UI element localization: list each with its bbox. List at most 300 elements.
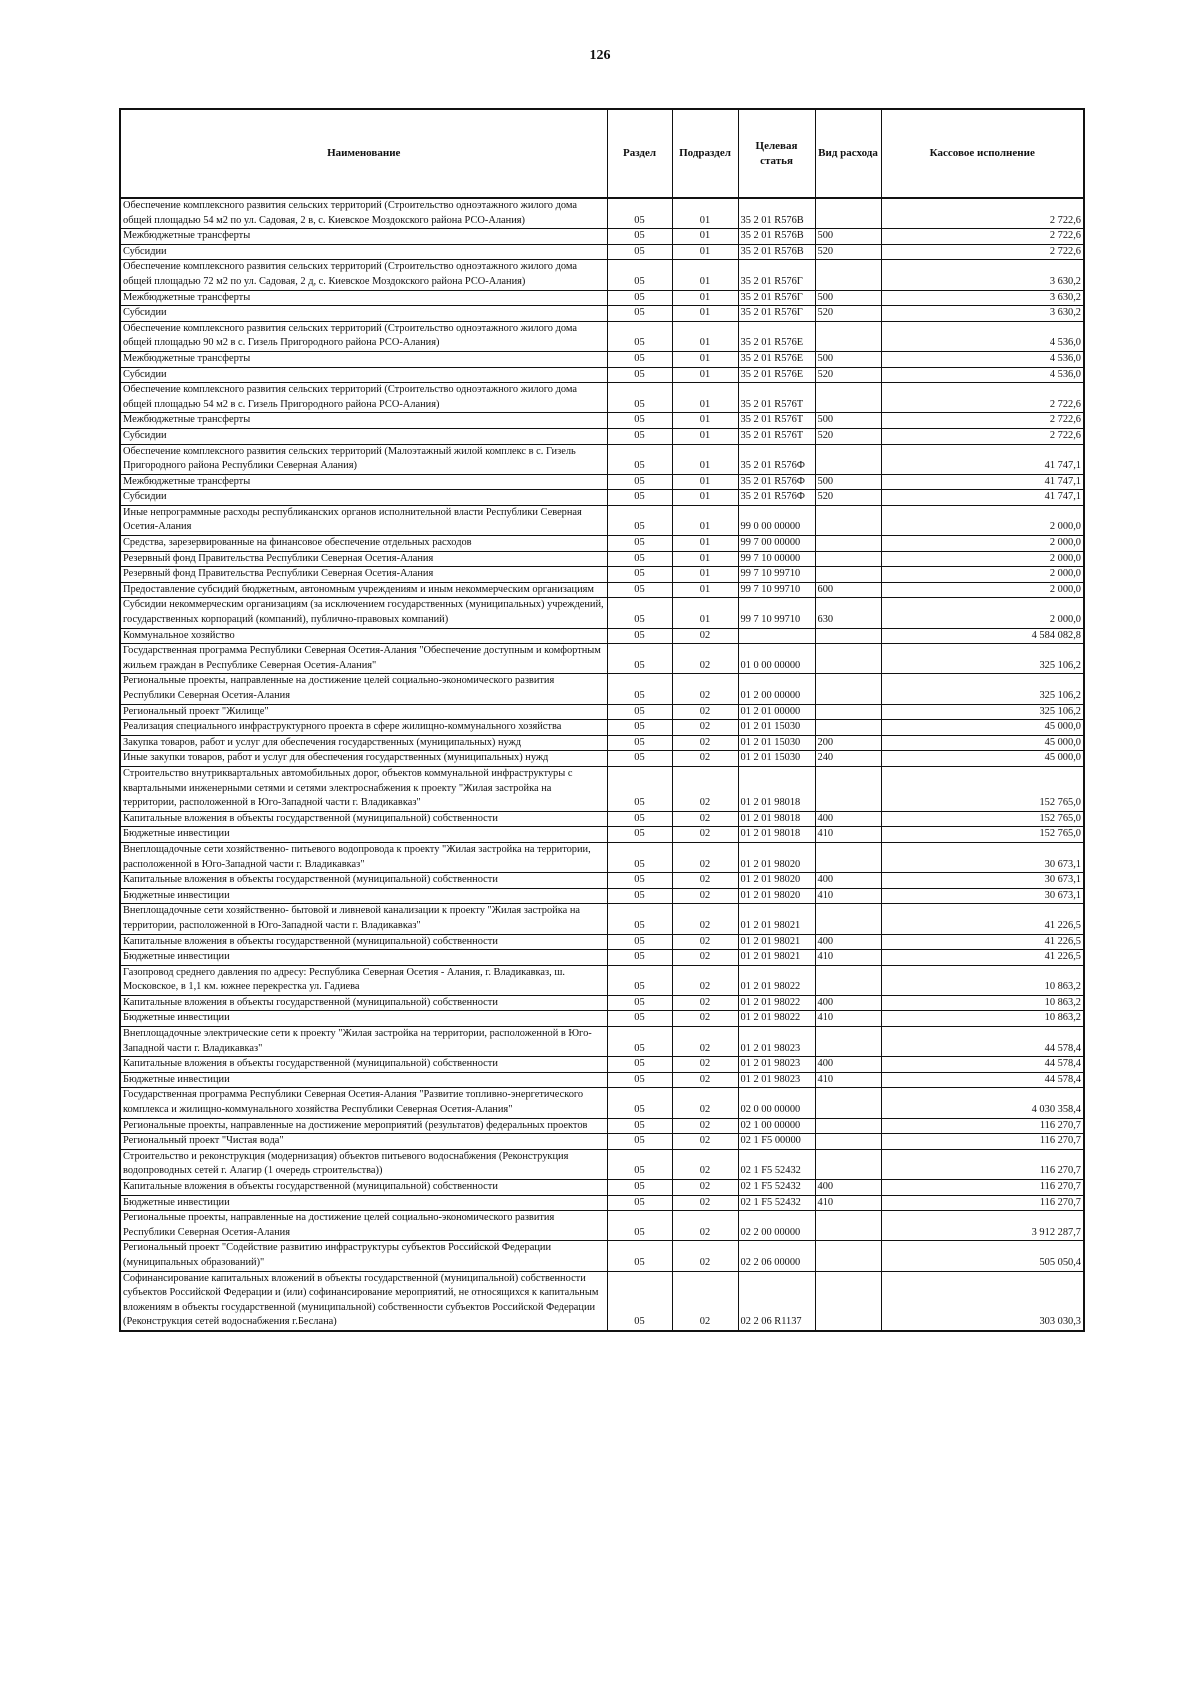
cell-cash: 3 630,2	[881, 290, 1084, 306]
table-row	[120, 720, 1084, 736]
cell-section: 05	[607, 567, 672, 583]
cell-cash: 152 765,0	[881, 827, 1084, 843]
cell-subsection: 02	[672, 766, 738, 811]
cell-name: Капитальные вложения в объекты государственной (муниципальной) собственности	[120, 1180, 607, 1196]
cell-name: Межбюджетные трансферты	[120, 351, 607, 367]
cell-cash: 3 630,2	[881, 260, 1084, 290]
table-row	[120, 1011, 1084, 1027]
cell-section: 05	[607, 321, 672, 351]
cell-section: 05	[607, 842, 672, 872]
cell-article: 02 2 00 00000	[738, 1211, 815, 1241]
cell-article: 35 2 01 R576Т	[738, 383, 815, 413]
cell-name: Резервный фонд Правительства Республики Северная Осетия-Алания	[120, 551, 607, 567]
cell-article: 35 2 01 R576Ф	[738, 474, 815, 490]
cell-section: 05	[607, 490, 672, 506]
cell-name: Бюджетные инвестиции	[120, 950, 607, 966]
cell-subsection: 01	[672, 444, 738, 474]
table-row	[120, 751, 1084, 767]
header-subsection: Подраздел	[672, 109, 738, 198]
cell-cash: 10 863,2	[881, 995, 1084, 1011]
cell-subsection: 01	[672, 383, 738, 413]
table-row	[120, 827, 1084, 843]
cell-cash: 30 673,1	[881, 842, 1084, 872]
table-row	[120, 567, 1084, 583]
table-row	[120, 1149, 1084, 1179]
table-row	[120, 229, 1084, 245]
cell-expense-type: 200	[815, 735, 881, 751]
cell-name: Межбюджетные трансферты	[120, 413, 607, 429]
cell-subsection: 02	[672, 1027, 738, 1057]
cell-expense-type: 500	[815, 290, 881, 306]
cell-cash: 2 722,6	[881, 198, 1084, 229]
cell-cash: 4 584 082,8	[881, 628, 1084, 644]
cell-subsection: 02	[672, 1271, 738, 1331]
cell-article: 01 2 01 98022	[738, 965, 815, 995]
cell-section: 05	[607, 720, 672, 736]
header-cash: Кассовое исполнение	[881, 109, 1084, 198]
cell-section: 05	[607, 1271, 672, 1331]
cell-expense-type	[815, 536, 881, 552]
cell-cash: 41 747,1	[881, 490, 1084, 506]
cell-article: 01 2 01 15030	[738, 751, 815, 767]
cell-name: Субсидии	[120, 367, 607, 383]
cell-subsection: 02	[672, 1072, 738, 1088]
cell-section: 05	[607, 505, 672, 535]
cell-section: 05	[607, 1241, 672, 1271]
table-row	[120, 1027, 1084, 1057]
cell-subsection: 02	[672, 720, 738, 736]
cell-subsection: 02	[672, 1180, 738, 1196]
table-row	[120, 644, 1084, 674]
cell-expense-type	[815, 1149, 881, 1179]
cell-article	[738, 628, 815, 644]
table-row	[120, 383, 1084, 413]
cell-section: 05	[607, 367, 672, 383]
cell-name: Межбюджетные трансферты	[120, 474, 607, 490]
cell-article: 01 2 01 98023	[738, 1027, 815, 1057]
cell-section: 05	[607, 1057, 672, 1073]
cell-name: Региональные проекты, направленные на достижение целей социально-экономического развития Республики Северная Осетия-Алания	[120, 1211, 607, 1241]
cell-cash: 2 000,0	[881, 505, 1084, 535]
table-row	[120, 965, 1084, 995]
table-row	[120, 321, 1084, 351]
cell-subsection: 01	[672, 351, 738, 367]
cell-article: 02 1 F5 00000	[738, 1134, 815, 1150]
cell-cash: 41 226,5	[881, 950, 1084, 966]
cell-expense-type: 400	[815, 811, 881, 827]
cell-cash: 2 722,6	[881, 383, 1084, 413]
cell-section: 05	[607, 950, 672, 966]
cell-section: 05	[607, 413, 672, 429]
table-row	[120, 1180, 1084, 1196]
cell-expense-type: 520	[815, 244, 881, 260]
cell-name: Резервный фонд Правительства Республики Северная Осетия-Алания	[120, 567, 607, 583]
cell-article: 99 7 10 00000	[738, 551, 815, 567]
cell-expense-type: 520	[815, 490, 881, 506]
cell-section: 05	[607, 1180, 672, 1196]
cell-article: 01 2 01 98018	[738, 766, 815, 811]
cell-cash: 44 578,4	[881, 1057, 1084, 1073]
cell-name: Региональный проект "Чистая вода"	[120, 1134, 607, 1150]
cell-name: Межбюджетные трансферты	[120, 229, 607, 245]
cell-subsection: 02	[672, 1241, 738, 1271]
cell-name: Бюджетные инвестиции	[120, 1195, 607, 1211]
cell-article: 01 2 01 98018	[738, 827, 815, 843]
cell-subsection: 02	[672, 1195, 738, 1211]
cell-article: 35 2 01 R576Г	[738, 260, 815, 290]
cell-name: Софинансирование капитальных вложений в объекты государственной (муниципальной) собственности субъектов Российской Федерации и (или) софинансирование мероприятий, не относящихся к капитальным вложениям в объекты государственной (муниципальной) собственности субъектов Российской Федерации (Реконструкция сетей водоснабжения г.Беслана)	[120, 1271, 607, 1331]
cell-section: 05	[607, 260, 672, 290]
cell-expense-type	[815, 1088, 881, 1118]
cell-section: 05	[607, 536, 672, 552]
cell-article: 35 2 01 R576Т	[738, 413, 815, 429]
table-row	[120, 198, 1084, 229]
cell-expense-type: 400	[815, 995, 881, 1011]
cell-section: 05	[607, 628, 672, 644]
cell-expense-type	[815, 444, 881, 474]
cell-cash: 2 722,6	[881, 244, 1084, 260]
cell-section: 05	[607, 1011, 672, 1027]
cell-cash: 116 270,7	[881, 1149, 1084, 1179]
cell-article: 02 2 06 R1137	[738, 1271, 815, 1331]
cell-cash: 30 673,1	[881, 888, 1084, 904]
cell-article: 35 2 01 R576Г	[738, 290, 815, 306]
cell-subsection: 02	[672, 628, 738, 644]
cell-cash: 45 000,0	[881, 735, 1084, 751]
cell-cash: 2 722,6	[881, 229, 1084, 245]
cell-subsection: 02	[672, 1088, 738, 1118]
cell-section: 05	[607, 1027, 672, 1057]
cell-expense-type	[815, 842, 881, 872]
cell-article: 01 2 01 98023	[738, 1057, 815, 1073]
cell-cash: 4 536,0	[881, 367, 1084, 383]
cell-article: 35 2 01 R576Т	[738, 428, 815, 444]
cell-cash: 152 765,0	[881, 811, 1084, 827]
cell-subsection: 02	[672, 995, 738, 1011]
cell-subsection: 01	[672, 321, 738, 351]
cell-article: 01 2 01 00000	[738, 704, 815, 720]
cell-subsection: 01	[672, 306, 738, 322]
cell-expense-type	[815, 505, 881, 535]
cell-subsection: 02	[672, 888, 738, 904]
cell-cash: 44 578,4	[881, 1072, 1084, 1088]
cell-article: 01 2 01 98018	[738, 811, 815, 827]
cell-expense-type	[815, 1134, 881, 1150]
cell-section: 05	[607, 1134, 672, 1150]
table-row	[120, 444, 1084, 474]
cell-cash: 41 226,5	[881, 904, 1084, 934]
cell-section: 05	[607, 751, 672, 767]
cell-cash: 2 000,0	[881, 536, 1084, 552]
table-row	[120, 766, 1084, 811]
cell-article: 35 2 01 R576Е	[738, 367, 815, 383]
cell-subsection: 01	[672, 413, 738, 429]
cell-expense-type: 410	[815, 1195, 881, 1211]
cell-name: Бюджетные инвестиции	[120, 1011, 607, 1027]
cell-expense-type	[815, 904, 881, 934]
table-row	[120, 904, 1084, 934]
table-row	[120, 536, 1084, 552]
table-row	[120, 413, 1084, 429]
cell-expense-type	[815, 383, 881, 413]
table-row	[120, 1072, 1084, 1088]
cell-cash: 41 747,1	[881, 444, 1084, 474]
table-row	[120, 934, 1084, 950]
cell-section: 05	[607, 1211, 672, 1241]
cell-cash: 2 000,0	[881, 567, 1084, 583]
cell-article: 01 2 01 98020	[738, 873, 815, 889]
cell-expense-type	[815, 321, 881, 351]
cell-subsection: 02	[672, 751, 738, 767]
cell-article: 02 1 F5 52432	[738, 1195, 815, 1211]
cell-subsection: 01	[672, 428, 738, 444]
cell-section: 05	[607, 766, 672, 811]
cell-subsection: 01	[672, 198, 738, 229]
cell-subsection: 02	[672, 965, 738, 995]
table-row	[120, 1057, 1084, 1073]
cell-article: 01 2 01 98021	[738, 950, 815, 966]
cell-subsection: 02	[672, 950, 738, 966]
cell-subsection: 02	[672, 934, 738, 950]
cell-section: 05	[607, 383, 672, 413]
cell-name: Региональные проекты, направленные на достижение целей социально-экономического развития Республики Северная Осетия-Алания	[120, 674, 607, 704]
cell-name: Предоставление субсидий бюджетным, автономным учреждениям и иным некоммерческим организациям	[120, 582, 607, 598]
table-row	[120, 505, 1084, 535]
cell-article: 35 2 01 R576В	[738, 244, 815, 260]
cell-article: 01 2 01 15030	[738, 720, 815, 736]
cell-name: Бюджетные инвестиции	[120, 1072, 607, 1088]
cell-name: Газопровод среднего давления по адресу: Республика Северная Осетия - Алания, г. Владикавказ, ш. Московское, в 1,1 км. южнее перекрестка ул. Гадиева	[120, 965, 607, 995]
table-row	[120, 1195, 1084, 1211]
cell-name: Капитальные вложения в объекты государственной (муниципальной) собственности	[120, 873, 607, 889]
cell-article: 02 1 F5 52432	[738, 1180, 815, 1196]
cell-section: 05	[607, 551, 672, 567]
cell-article: 02 1 F5 52432	[738, 1149, 815, 1179]
cell-subsection: 01	[672, 229, 738, 245]
cell-cash: 44 578,4	[881, 1027, 1084, 1057]
cell-section: 05	[607, 1149, 672, 1179]
cell-name: Региональный проект "Содействие развитию инфраструктуры субъектов Российской Федерации (муниципальных образований)"	[120, 1241, 607, 1271]
cell-subsection: 02	[672, 1057, 738, 1073]
page-number: 126	[589, 48, 611, 63]
cell-name: Региональный проект "Жилище"	[120, 704, 607, 720]
cell-name: Государственная программа Республики Северная Осетия-Алания "Обеспечение доступным и комфортным жильем граждан в Республике Северная Осетия-Алания"	[120, 644, 607, 674]
cell-subsection: 02	[672, 1011, 738, 1027]
cell-name: Внеплощадочные сети хозяйственно- бытовой и ливневой канализации к проекту "Жилая застройка на территории, расположенной в Юго-Западной части г. Владикавказ"	[120, 904, 607, 934]
cell-cash: 116 270,7	[881, 1180, 1084, 1196]
cell-article: 35 2 01 R576Г	[738, 306, 815, 322]
cell-section: 05	[607, 598, 672, 628]
cell-expense-type: 410	[815, 950, 881, 966]
cell-subsection: 02	[672, 1149, 738, 1179]
cell-article: 01 2 01 98021	[738, 934, 815, 950]
cell-article: 01 2 01 15030	[738, 735, 815, 751]
cell-cash: 116 270,7	[881, 1118, 1084, 1134]
table-row	[120, 1088, 1084, 1118]
cell-expense-type	[815, 766, 881, 811]
cell-article: 99 7 10 99710	[738, 598, 815, 628]
table-row	[120, 351, 1084, 367]
table-row	[120, 950, 1084, 966]
cell-name: Иные закупки товаров, работ и услуг для обеспечения государственных (муниципальных) нужд	[120, 751, 607, 767]
cell-cash: 41 226,5	[881, 934, 1084, 950]
cell-expense-type	[815, 1241, 881, 1271]
cell-subsection: 02	[672, 1211, 738, 1241]
header-name: Наименование	[120, 109, 607, 198]
header-section: Раздел	[607, 109, 672, 198]
header-article: Целевая статья	[738, 109, 815, 198]
cell-section: 05	[607, 873, 672, 889]
cell-article: 01 2 01 98022	[738, 1011, 815, 1027]
cell-section: 05	[607, 965, 672, 995]
table-row	[120, 598, 1084, 628]
cell-name: Внеплощадочные сети хозяйственно- питьевого водопровода к проекту "Жилая застройка на территории, расположенной в Юго-Западной части г. Владикавказ"	[120, 842, 607, 872]
cell-name: Обеспечение комплексного развития сельских территорий (Строительство одноэтажного жилого дома общей площадью 54 м2 в с. Гизель Пригородного района РСО-Алания)	[120, 383, 607, 413]
cell-section: 05	[607, 888, 672, 904]
cell-subsection: 01	[672, 567, 738, 583]
cell-subsection: 01	[672, 490, 738, 506]
cell-name: Субсидии	[120, 306, 607, 322]
cell-section: 05	[607, 229, 672, 245]
cell-section: 05	[607, 1118, 672, 1134]
cell-cash: 2 000,0	[881, 582, 1084, 598]
cell-article: 99 7 10 99710	[738, 567, 815, 583]
table-row	[120, 811, 1084, 827]
cell-name: Закупка товаров, работ и услуг для обеспечения государственных (муниципальных) нужд	[120, 735, 607, 751]
cell-section: 05	[607, 934, 672, 950]
cell-name: Иные непрограммные расходы республиканских органов исполнительной власти Республики Северная Осетия-Алания	[120, 505, 607, 535]
cell-article: 35 2 01 R576Е	[738, 351, 815, 367]
cell-cash: 45 000,0	[881, 751, 1084, 767]
cell-expense-type	[815, 965, 881, 995]
cell-section: 05	[607, 244, 672, 260]
cell-section: 05	[607, 351, 672, 367]
cell-name: Обеспечение комплексного развития сельских территорий (Строительство одноэтажного жилого дома общей площадью 72 м2 по ул. Садовая, 2 д, с. Киевское Моздокского района РСО-Алания)	[120, 260, 607, 290]
cell-expense-type	[815, 1027, 881, 1057]
cell-article: 01 2 01 98023	[738, 1072, 815, 1088]
cell-name: Строительство внутриквартальных автомобильных дорог, объектов коммунальной инфраструктуры с квартальными инженерными сетями и сетями электроснабжения к проекту "Жилая застройка на территории, расположенной в Юго-Западной части г. Владикавказ"	[120, 766, 607, 811]
cell-name: Средства, зарезервированные на финансовое обеспечение отдельных расходов	[120, 536, 607, 552]
table-row	[120, 290, 1084, 306]
cell-expense-type: 410	[815, 888, 881, 904]
cell-article: 35 2 01 R576Е	[738, 321, 815, 351]
cell-name: Бюджетные инвестиции	[120, 888, 607, 904]
cell-article: 99 0 00 00000	[738, 505, 815, 535]
cell-section: 05	[607, 995, 672, 1011]
table-row	[120, 551, 1084, 567]
cell-name: Реализация специального инфраструктурного проекта в сфере жилищно-коммунального хозяйства	[120, 720, 607, 736]
cell-subsection: 02	[672, 842, 738, 872]
table-row	[120, 428, 1084, 444]
cell-expense-type: 410	[815, 1011, 881, 1027]
table-row	[120, 490, 1084, 506]
cell-cash: 303 030,3	[881, 1271, 1084, 1331]
cell-cash: 505 050,4	[881, 1241, 1084, 1271]
cell-section: 05	[607, 198, 672, 229]
table-row	[120, 842, 1084, 872]
cell-section: 05	[607, 474, 672, 490]
cell-subsection: 02	[672, 873, 738, 889]
cell-name: Региональные проекты, направленные на достижение мероприятий (результатов) федеральных проектов	[120, 1118, 607, 1134]
cell-article: 35 2 01 R576В	[738, 198, 815, 229]
cell-expense-type: 400	[815, 873, 881, 889]
cell-article: 35 2 01 R576Ф	[738, 444, 815, 474]
cell-cash: 325 106,2	[881, 644, 1084, 674]
table-row	[120, 1271, 1084, 1331]
cell-cash: 10 863,2	[881, 965, 1084, 995]
table-row	[120, 260, 1084, 290]
cell-name: Обеспечение комплексного развития сельских территорий (Малоэтажный жилой комплекс в с. Гизель Пригородного района Республики Северная Алания)	[120, 444, 607, 474]
cell-name: Субсидии	[120, 428, 607, 444]
table-row	[120, 704, 1084, 720]
cell-cash: 2 000,0	[881, 551, 1084, 567]
cell-subsection: 01	[672, 290, 738, 306]
cell-section: 05	[607, 811, 672, 827]
cell-section: 05	[607, 306, 672, 322]
table-row	[120, 735, 1084, 751]
cell-expense-type	[815, 1211, 881, 1241]
table-row	[120, 888, 1084, 904]
cell-article: 01 2 01 98020	[738, 842, 815, 872]
cell-name: Обеспечение комплексного развития сельских территорий (Строительство одноэтажного жилого дома общей площадью 54 м2 по ул. Садовая, 2 в, с. Киевское Моздокского района РСО-Алания)	[120, 198, 607, 229]
cell-expense-type	[815, 198, 881, 229]
cell-article: 35 2 01 R576Ф	[738, 490, 815, 506]
cell-article: 02 0 00 00000	[738, 1088, 815, 1118]
cell-cash: 41 747,1	[881, 474, 1084, 490]
budget-table	[119, 108, 1085, 1332]
cell-section: 05	[607, 904, 672, 934]
cell-subsection: 01	[672, 505, 738, 535]
table-row	[120, 873, 1084, 889]
cell-article: 02 2 06 00000	[738, 1241, 815, 1271]
cell-subsection: 01	[672, 474, 738, 490]
cell-expense-type: 520	[815, 428, 881, 444]
cell-expense-type: 500	[815, 351, 881, 367]
cell-subsection: 01	[672, 582, 738, 598]
cell-article: 01 2 01 98021	[738, 904, 815, 934]
table-row	[120, 1241, 1084, 1271]
cell-expense-type: 400	[815, 1180, 881, 1196]
cell-subsection: 01	[672, 536, 738, 552]
cell-name: Капитальные вложения в объекты государственной (муниципальной) собственности	[120, 995, 607, 1011]
cell-section: 05	[607, 1088, 672, 1118]
table-row	[120, 367, 1084, 383]
cell-expense-type: 410	[815, 1072, 881, 1088]
cell-expense-type: 400	[815, 934, 881, 950]
cell-expense-type: 600	[815, 582, 881, 598]
cell-name: Субсидии некоммерческим организациям (за исключением государственных (муниципальных) учреждений, государственных корпораций (компаний), публично-правовых компаний)	[120, 598, 607, 628]
cell-name: Государственная программа Республики Северная Осетия-Алания "Развитие топливно-энергетического комплекса и жилищно-коммунального хозяйства Республики Северная Осетия-Алания"	[120, 1088, 607, 1118]
cell-subsection: 02	[672, 904, 738, 934]
table-row	[120, 582, 1084, 598]
cell-expense-type	[815, 1118, 881, 1134]
table-row	[120, 674, 1084, 704]
table-row	[120, 474, 1084, 490]
cell-article: 01 0 00 00000	[738, 644, 815, 674]
cell-article: 01 2 01 98022	[738, 995, 815, 1011]
cell-article: 01 2 01 98020	[738, 888, 815, 904]
cell-name: Строительство и реконструкция (модернизация) объектов питьевого водоснабжения (Реконструкция водопроводных сетей г. Алагир (1 очередь строительства))	[120, 1149, 607, 1179]
cell-subsection: 02	[672, 674, 738, 704]
cell-name: Межбюджетные трансферты	[120, 290, 607, 306]
cell-expense-type	[815, 260, 881, 290]
cell-section: 05	[607, 428, 672, 444]
table-header-row	[120, 109, 1084, 198]
cell-subsection: 02	[672, 811, 738, 827]
cell-expense-type: 520	[815, 367, 881, 383]
cell-cash: 152 765,0	[881, 766, 1084, 811]
table-row	[120, 1211, 1084, 1241]
